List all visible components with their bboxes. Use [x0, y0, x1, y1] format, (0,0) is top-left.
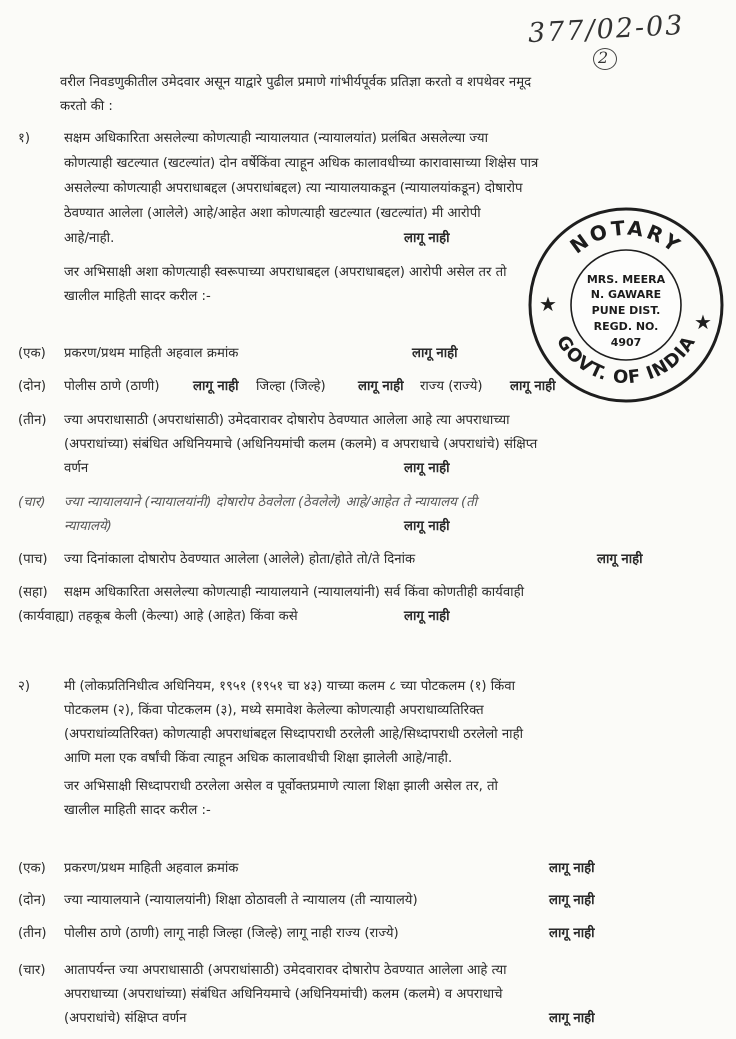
- s1-para-line: ठेवण्यात आलेला (आलेले) आहे/आहेत अशा कोणत्याही खटल्यात (खटल्यांत) मी आरोपी: [64, 206, 481, 221]
- item-text: पोलीस ठाणे (ठाणी): [64, 379, 160, 394]
- s2-para-line: (अपराधांव्यतिरिक्त) कोणत्याही अपराधांबद्दल सिध्दापराधी ठरलेली आहे/सिध्दापराधी ठरलेलो नाही: [64, 727, 524, 742]
- s2-condition-line: खालील माहिती सादर करील :-: [64, 803, 211, 818]
- intro-line-1: वरील निवडणुकीतील उमेदवार असून याद्वारे पुढील प्रमाणे गांभीर्यपूर्वक प्रतिज्ञा करतो व शपथेवर नमूद: [60, 75, 532, 90]
- item-value: लागू नाही: [404, 519, 450, 534]
- s1-not-applicable: लागू नाही: [404, 231, 450, 246]
- item-text: सक्षम अधिकारिता असलेल्या कोणत्याही न्यायालयाने (न्यायालयांनी) सर्व किंवा कोणतीही कार्यवाही: [64, 585, 524, 600]
- s1-para-line: आहे/नाही.: [64, 231, 115, 246]
- item-text: (अपराधांचे) संक्षिप्त वर्णन: [64, 1011, 187, 1026]
- item-text: प्रकरण/प्रथम माहिती अहवाल क्रमांक: [64, 346, 239, 361]
- star-icon: ★: [694, 310, 712, 334]
- handwritten-reference: 377/02-03: [527, 9, 686, 50]
- s1-condition-line: जर अभिसाक्षी अशा कोणत्याही स्वरूपाच्या अपराधाबद्दल (अपराधाबद्दल) आरोपी असेल तर तो: [64, 265, 507, 280]
- item-text: ज्या अपराधासाठी (अपराधांसाठी) उमेदवारावर दोषारोप ठेवण्यात आलेला आहे त्या अपराधाच्या: [64, 413, 510, 428]
- stamp-top-text: NOTARY: [565, 215, 687, 259]
- section-1-number: १): [18, 131, 31, 146]
- item-value: लागू नाही: [412, 346, 458, 361]
- item-label: (चार): [18, 963, 46, 978]
- item-value: लागू नाही: [510, 379, 556, 394]
- page-number: 2: [598, 48, 609, 67]
- item-text: ज्या दिनांकाला दोषारोप ठेवण्यात आलेला (आलेले) होता/होते तो/ते दिनांक: [64, 552, 416, 567]
- item-text: न्यायालये): [64, 519, 112, 534]
- item-value: लागू नाही: [404, 609, 450, 624]
- item-text: ज्या न्यायालयाने (न्यायालयांनी) शिक्षा ठोठावली ते न्यायालय (ती न्यायालये): [64, 893, 418, 908]
- stamp-regd: REGD. NO.: [593, 320, 659, 333]
- notary-stamp: [526, 205, 726, 405]
- star-icon: ★: [539, 292, 557, 316]
- item-label: (पाच): [18, 552, 48, 567]
- item-label: (सहा): [18, 585, 48, 600]
- item-label: (तीन): [18, 926, 47, 941]
- s2-para-line: मी (लोकप्रतिनिधीत्व अधिनियम, १९५१ (१९५१ चा ४३) याच्या कलम ८ च्या पोटकलम (१) किंवा: [64, 679, 516, 694]
- item-text: वर्णन: [64, 461, 89, 476]
- stamp-name-1: MRS. MEERA: [586, 273, 666, 286]
- s2-para-line: आणि मला एक वर्षांची किंवा त्याहून अधिक कालावधीची शिक्षा झालेली आहे/नाही.: [64, 751, 453, 766]
- item-label: (दोन): [18, 893, 47, 908]
- intro-line-2: करतो की :: [60, 99, 113, 114]
- item-label: (दोन): [18, 379, 47, 394]
- item-value: लागू नाही: [193, 379, 239, 394]
- stamp-name-2: N. GAWARE: [590, 288, 662, 301]
- stamp-place: PUNE DIST.: [591, 304, 661, 317]
- item-text: अपराधाच्या (अपराधांच्या) संबंधित अधिनियमाचे (अधिनियमांची) कलम (कलमे) व अपराधाचे: [64, 987, 503, 1002]
- item-label: (तीन): [18, 413, 47, 428]
- s1-para-line: सक्षम अधिकारिता असलेल्या कोणत्याही न्यायालयात (न्यायालयांत) प्रलंबित असलेल्या ज्या: [64, 131, 488, 146]
- item-text: प्रकरण/प्रथम माहिती अहवाल क्रमांक: [64, 861, 239, 876]
- item-value: लागू नाही: [549, 893, 595, 908]
- s1-para-line: कोणत्याही खटल्यात (खटल्यांत) दोन वर्षेकिंवा त्याहून अधिक कालावधीच्या कारावासाच्या शिक्षेस पात्र: [64, 156, 539, 171]
- item-text: राज्य (राज्ये): [420, 379, 483, 394]
- item-value: लागू नाही: [549, 1011, 595, 1026]
- item-value: लागू नाही: [404, 461, 450, 476]
- item-text: जिल्हा (जिल्हे): [256, 379, 326, 394]
- s1-condition-line: खालील माहिती सादर करील :-: [64, 289, 211, 304]
- item-label: (एक): [18, 346, 46, 361]
- item-value: लागू नाही: [358, 379, 404, 394]
- item-label: (चार): [18, 495, 46, 510]
- item-text: आतापर्यन्त ज्या अपराधासाठी (अपराधांसाठी) उमेदवारावर दोषारोप ठेवण्यात आलेला आहे त्या: [64, 963, 507, 978]
- s2-condition-line: जर अभिसाक्षी सिध्दापराधी ठरलेला असेल व पूर्वोक्तप्रमाणे त्याला शिक्षा झाली असेल तर, तो: [64, 779, 498, 794]
- item-value: लागू नाही: [549, 861, 595, 876]
- section-2-number: २): [18, 679, 31, 694]
- item-value: लागू नाही: [549, 926, 595, 941]
- stamp-bottom-text: GOVT. OF INDIA: [551, 331, 701, 389]
- stamp-number: 4907: [610, 336, 642, 349]
- item-text: पोलीस ठाणे (ठाणी) लागू नाही जिल्हा (जिल्हे) लागू नाही राज्य (राज्ये): [64, 926, 399, 941]
- s2-para-line: पोटकलम (२), किंवा पोटकलम (३), मध्ये समावेश केलेल्या कोणत्याही अपराधाव्यतिरिक्त: [64, 703, 484, 718]
- item-text: ज्या न्यायालयाने (न्यायालयांनी) दोषारोप ठेवलेला (ठेवलेले) आहे/आहेत ते न्यायालय (ती: [64, 495, 478, 510]
- s1-para-line: असलेल्या कोणत्याही अपराधाबद्दल (अपराधांबद्दल) त्या न्यायालयाकडून (न्यायालयांकडून) दोषारोप: [64, 181, 523, 196]
- item-text: (अपराधांच्या) संबंधित अधिनियमाचे (अधिनियमांची कलम (कलमे) व अपराधाचे (अपराधांचे) संक्षिप्त: [64, 437, 538, 452]
- item-label: (एक): [18, 861, 46, 876]
- item-text: (कार्यवाह्या) तहकूब केली (केल्या) आहे (आहेत) किंवा कसे: [18, 609, 298, 624]
- item-value: लागू नाही: [597, 552, 643, 567]
